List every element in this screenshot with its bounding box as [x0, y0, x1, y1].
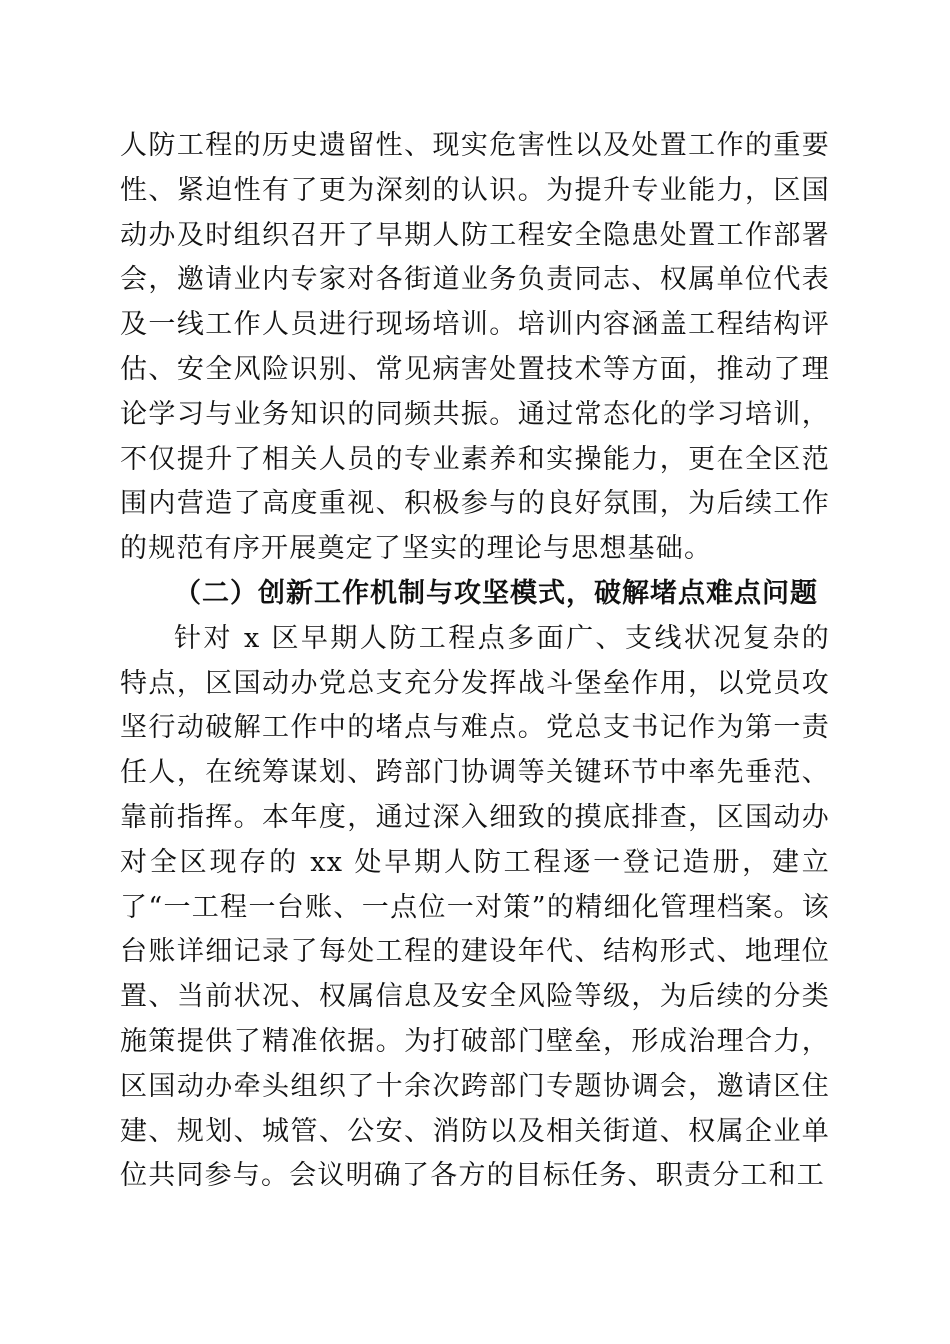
section-heading: （二）创新工作机制与攻坚模式，破解堵点难点问题 [174, 577, 818, 609]
body-paragraph-continued: 人防工程的历史遗留性、现实危害性以及处置工作的重要性、紧迫性有了更为深刻的认识。为提升专业能力，区国动办及时组织召开了早期人防工程安全隐患处置工作部署会，邀请业内专家对各街道业务负责同志、权属单位代表及一线工作人员进行现场培训。培训内容涵盖工程结构评估、安全风险识别、常见病害处置技术等方面，推动了理论学习与业务知识的同频共振。通过常态化的学习培训，不仅提升了相关人员的专业素养和实操能力，更在全区范围内营造了高度重视、积极参与的良好氛围，为后续工作的规范有序开展奠定了坚实的理论与思想基础。 [120, 130, 830, 565]
body-paragraph: 针对 x 区早期人防工程点多面广、支线状况复杂的特点，区国动办党总支充分发挥战斗堡垒作用，以党员攻坚行动破解工作中的堵点与难点。党总支书记作为第一责任人，在统筹谋划、跨部门协调等关键环节中率先垂范、靠前指挥。本年度，通过深入细致的摸底排查，区国动办对全区现存的 xx 处早期人防工程逐一登记造册，建立了“一工程一台账、一点位一对策”的精细化管理档案。该台账详细记录了每处工程的建设年代、结构形式、地理位置、当前状况、权属信息及安全风险等级，为后续的分类施策提供了精准依据。为打破部门壁垒，形成治理合力，区国动办牵头组织了十余次跨部门专题协调会，邀请区住建、规划、城管、公安、消防以及相关街道、权属企业单位共同参与。会议明确了各方的目标任务、职责分工和工 [120, 622, 830, 1192]
document-body [120, 124, 830, 1199]
